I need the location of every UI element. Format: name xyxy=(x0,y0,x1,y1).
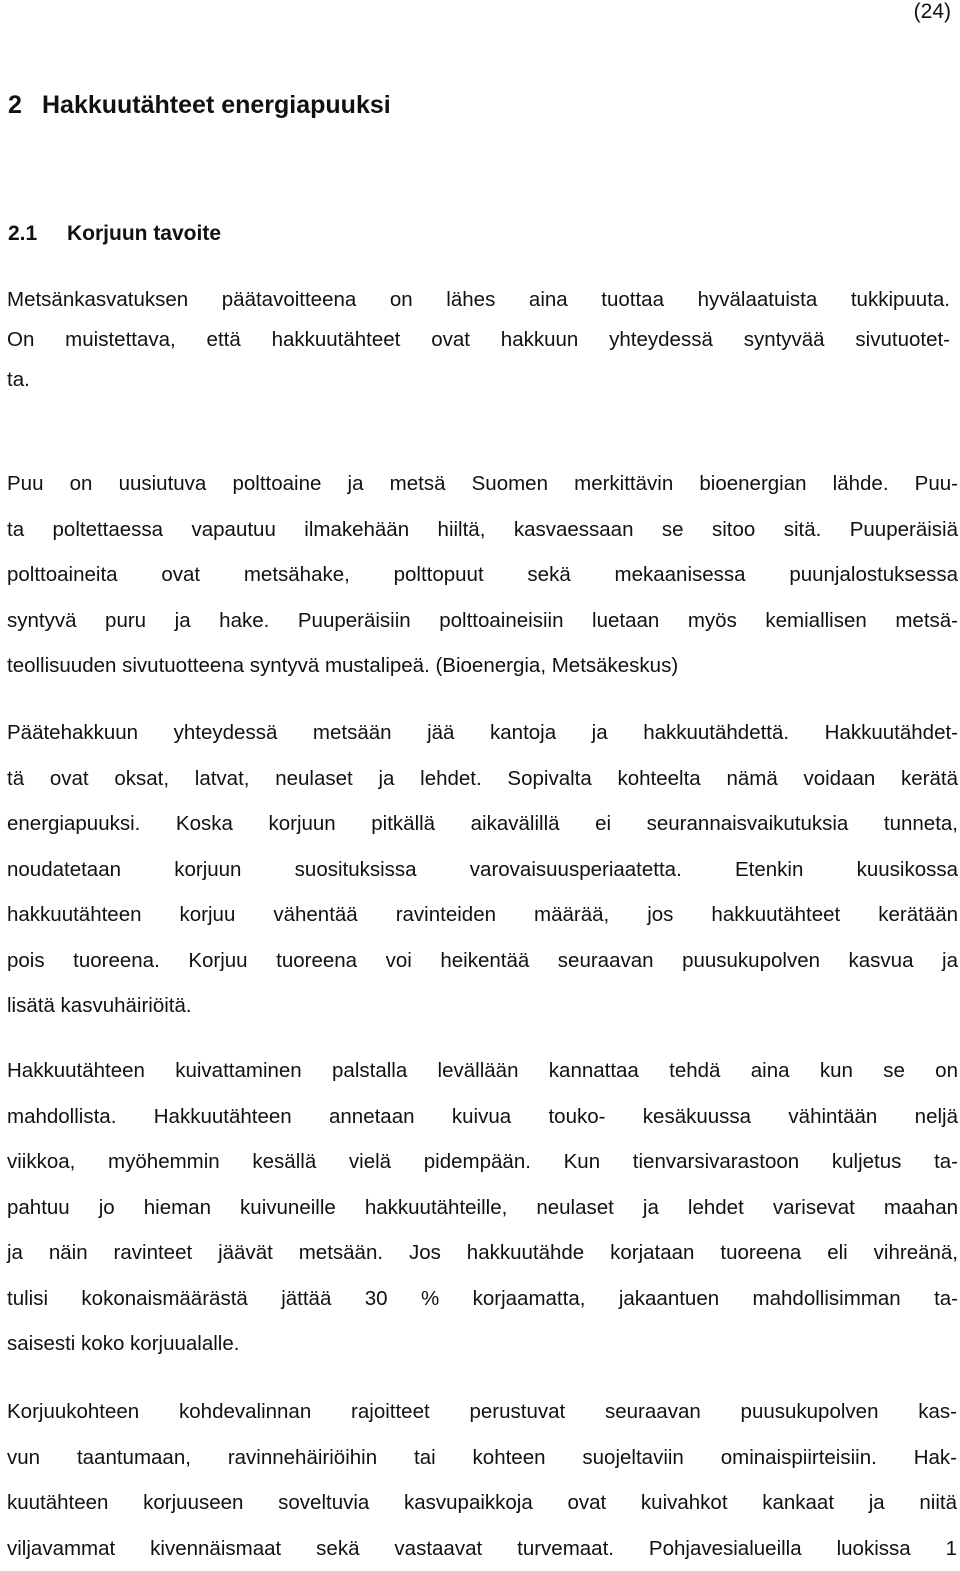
text-line: Päätehakkuun yhteydessä metsään jää kantoja ja hakkuutähdettä. Hakkuutähdet- xyxy=(7,710,958,756)
paragraph-4 xyxy=(7,1048,958,1367)
text-line: hakkuutähteen korjuu vähentää ravinteiden määrää, jos hakkuutähteet kerätään xyxy=(7,892,958,938)
text-line: ja näin ravinteet jäävät metsään. Jos hakkuutähde korjataan tuoreena eli vihreänä, xyxy=(7,1230,958,1276)
page-number: (24) xyxy=(914,0,951,24)
chapter-heading xyxy=(8,87,391,123)
text-line: saisesti koko korjuualalle. xyxy=(7,1321,958,1367)
paragraph-1 xyxy=(7,280,950,400)
text-line: noudatetaan korjuun suosituksissa varovaisuusperiaatetta. Etenkin kuusikossa xyxy=(7,847,958,893)
text-line: syntyvä puru ja hake. Puuperäisiin polttoaineisiin luetaan myös kemiallisen metsä- xyxy=(7,598,958,644)
text-line: On muistettava, että hakkuutähteet ovat hakkuun yhteydessä syntyvää sivutuotet- xyxy=(7,320,950,360)
text-line: Hakkuutähteen kuivattaminen palstalla levällään kannattaa tehdä aina kun se on xyxy=(7,1048,958,1094)
section-heading xyxy=(8,219,221,249)
chapter-title: Hakkuutähteet energiapuuksi xyxy=(42,91,391,119)
text-line: lisätä kasvuhäiriöitä. xyxy=(7,983,958,1029)
chapter-number: 2 xyxy=(8,87,42,123)
text-line: ta poltettaessa vapautuu ilmakehään hiiltä, kasvaessaan se sitoo sitä. Puuperäisiä xyxy=(7,507,958,553)
text-line: pois tuoreena. Korjuu tuoreena voi heikentää seuraavan puusukupolven kasvua ja xyxy=(7,938,958,984)
paragraph-3 xyxy=(7,710,958,1029)
text-line: Metsänkasvatuksen päätavoitteena on lähes aina tuottaa hyvälaatuista tukkipuuta. xyxy=(7,280,950,320)
text-line: viljavammat kivennäismaat sekä vastaavat turvemaat. Pohjavesialueilla luokissa 1 xyxy=(7,1526,957,1571)
section-title: Korjuun tavoite xyxy=(67,222,221,245)
text-line: mahdollista. Hakkuutähteen annetaan kuivua touko- kesäkuussa vähintään neljä xyxy=(7,1094,958,1140)
text-line: polttoaineita ovat metsähake, polttopuut sekä mekaanisessa puunjalostuksessa xyxy=(7,552,958,598)
text-line: tulisi kokonaismäärästä jättää 30 % korjaamatta, jakaantuen mahdollisimman ta- xyxy=(7,1276,958,1322)
section-number: 2.1 xyxy=(8,219,67,249)
text-line: Puu on uusiutuva polttoaine ja metsä Suomen merkittävin bioenergian lähde. Puu- xyxy=(7,461,958,507)
text-line: Korjuukohteen kohdevalinnan rajoitteet perustuvat seuraavan puusukupolven kas- xyxy=(7,1389,957,1435)
text-line: tä ovat oksat, latvat, neulaset ja lehdet. Sopivalta kohteelta nämä voidaan kerätä xyxy=(7,756,958,802)
text-line: energiapuuksi. Koska korjuun pitkällä aikavälillä ei seurannaisvaikutuksia tunneta, xyxy=(7,801,958,847)
text-line: vun taantumaan, ravinnehäiriöihin tai kohteen suojeltaviin ominaispiirteisiin. Hak- xyxy=(7,1435,957,1481)
paragraph-5 xyxy=(7,1389,957,1571)
text-line: viikkoa, myöhemmin kesällä vielä pidempään. Kun tienvarsivarastoon kuljetus ta- xyxy=(7,1139,958,1185)
text-line: teollisuuden sivutuotteena syntyvä mustalipeä. (Bioenergia, Metsäkeskus) xyxy=(7,643,958,689)
text-line: kuutähteen korjuuseen soveltuvia kasvupaikkoja ovat kuivahkot kankaat ja niitä xyxy=(7,1480,957,1526)
text-line: ta. xyxy=(7,360,950,400)
text-line: pahtuu jo hieman kuivuneille hakkuutähteille, neulaset ja lehdet varisevat maahan xyxy=(7,1185,958,1231)
paragraph-2 xyxy=(7,461,958,689)
